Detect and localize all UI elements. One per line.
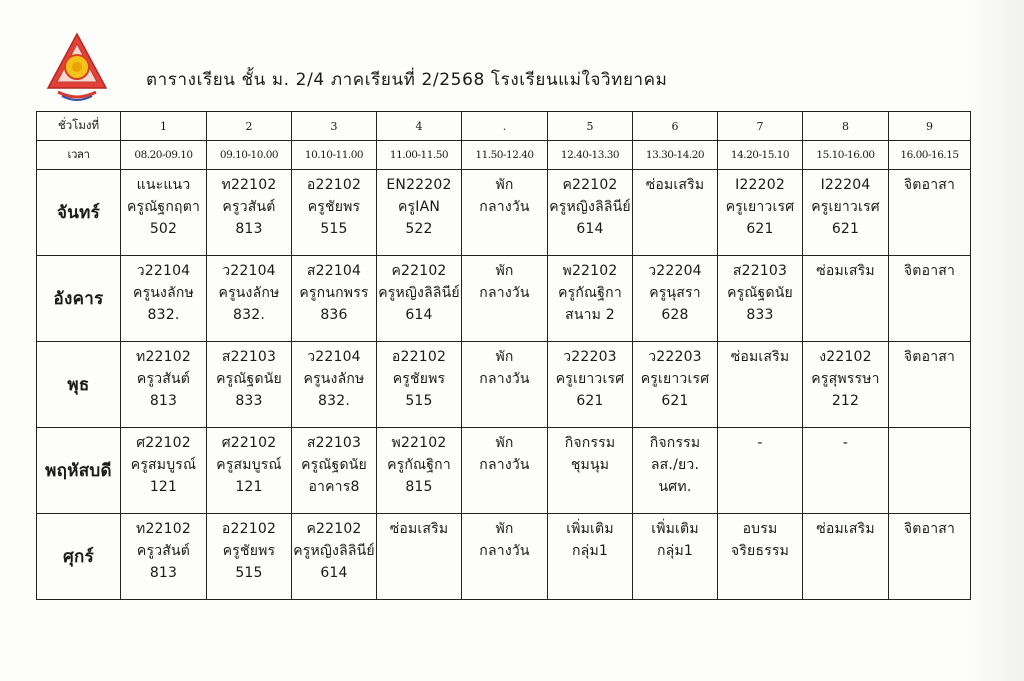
schedule-cell [548,342,633,428]
teacher-name: ครูเยาวเรศ [725,199,795,215]
day-row [37,256,971,342]
subject-code: เพิ่มเติม [651,521,699,537]
schedule-cell [889,342,971,428]
room-number: 621 [661,393,689,409]
subject-code: ซ่อมเสริม [816,521,875,537]
room-number: 833 [235,393,263,409]
day-row [37,342,971,428]
schedule-cell [889,256,971,342]
period-number: 5 [548,112,633,141]
schedule-cell [121,170,207,256]
schedule-cell [548,170,633,256]
teacher-name: กลางวัน [479,371,530,387]
day-label: ศุกร์ [37,514,121,600]
day-label: พฤหัสบดี [37,428,121,514]
schedule-cell [803,428,889,514]
subject-code: อ22102 [306,177,362,193]
subject-code: ซ่อมเสริม [816,263,875,279]
schedule-cell [207,170,292,256]
period-time: 14.20-15.10 [718,141,803,170]
room-number: 614 [405,307,433,323]
subject-code: ง22102 [819,349,872,365]
room-number: 621 [746,221,774,237]
teacher-name: ครูนงลักษ [133,285,194,301]
subject-code: กิจกรรม [564,435,616,451]
schedule-cell [207,256,292,342]
schedule-cell [377,256,462,342]
teacher-name: ครูณัฐดนัย [301,457,367,473]
schedule-cell [377,342,462,428]
subject-code: พัก [495,263,514,279]
schedule-cell [633,514,718,600]
subject-code: พัก [495,177,514,193]
room-number: 832. [233,307,265,323]
subject-code: ส22104 [306,263,362,279]
schedule-cell [292,342,377,428]
teacher-name: ครูวสันต์ [136,543,191,559]
teacher-name: ครูชัยพร [392,371,446,387]
teacher-name: ครูหญิงลิลินีย์ [378,285,460,301]
subject-code: ส22103 [732,263,788,279]
period-number: 9 [889,112,971,141]
schedule-cell [548,256,633,342]
subject-code: ซ่อมเสริม [645,177,705,193]
schedule-cell [207,342,292,428]
teacher-name: ครูชัยพร [307,199,361,215]
period-time: 08.20-09.10 [121,141,207,170]
teacher-name: ครูหญิงลิลินีย์ [293,543,375,559]
subject-code: ค22102 [562,177,618,193]
subject-code: ซ่อมเสริม [730,349,790,365]
subject-code: ซ่อมเสริม [389,521,449,537]
teacher-name: ครูIAN [397,199,441,215]
class-schedule-table [36,111,971,600]
room-number: 614 [320,565,348,581]
teacher-name: ครูสมบูรณ์ [130,457,197,473]
day-label: พุธ [37,342,121,428]
room-number: 515 [320,221,348,237]
subject-code: ส22103 [221,349,277,365]
teacher-name: ครูณัฐดนัย [727,285,793,301]
teacher-name: กลางวัน [479,543,530,559]
teacher-name: กลางวัน [479,457,530,473]
schedule-cell [718,428,803,514]
schedule-cell [462,428,548,514]
subject-code: EN22202 [386,177,452,193]
schedule-cell [889,428,971,514]
room-number: 813 [235,221,263,237]
day-row [37,170,971,256]
period-header-label: ชั่วโมงที่ [37,112,121,141]
schedule-cell [121,428,207,514]
schedule-cell [207,428,292,514]
teacher-name: ลส./ยว. [650,457,700,473]
subject-code: ว22204 [648,263,702,279]
schedule-cell [548,428,633,514]
room-number: อาคาร8 [308,479,360,495]
period-header-row [37,112,971,141]
room-number: 836 [320,307,348,323]
schedule-cell [803,256,889,342]
schedule-cell [462,514,548,600]
teacher-name: จริยธรรม [730,543,790,559]
school-logo [40,30,114,104]
schedule-cell [292,514,377,600]
period-number: 2 [207,112,292,141]
subject-code: เพิ่มเติม [566,521,614,537]
schedule-cell [462,170,548,256]
period-time: 15.10-16.00 [803,141,889,170]
teacher-name: ครูสุพรรษา [811,371,880,387]
period-number: 1 [121,112,207,141]
period-time: 16.00-16.15 [889,141,971,170]
schedule-cell [633,428,718,514]
schedule-cell [633,170,718,256]
room-number: 832. [147,307,180,323]
room-number: 813 [149,565,178,581]
teacher-name: ครูวสันต์ [136,371,191,387]
subject-code: ค22102 [391,263,447,279]
subject-code: ว22104 [222,263,276,279]
room-number: 515 [405,393,433,409]
room-number: 832. [318,393,350,409]
room-number: สนาม 2 [565,307,615,323]
schedule-cell [377,428,462,514]
teacher-name: ครูเยาวเรศ [640,371,710,387]
room-number: 121 [149,479,178,495]
schedule-cell [718,342,803,428]
subject-code: จิตอาสา [903,263,956,279]
period-time: 10.10-11.00 [292,141,377,170]
schedule-cell [121,342,207,428]
subject-code: ท22102 [221,177,277,193]
period-time: 09.10-10.00 [207,141,292,170]
day-row [37,428,971,514]
subject-code: พ22102 [562,263,618,279]
schedule-cell [292,256,377,342]
room-number: 522 [405,221,433,237]
subject-code: ท22102 [136,521,191,537]
room-number: 212 [831,393,860,409]
teacher-name: ครูนงลักษ [218,285,280,301]
room-number: 813 [149,393,178,409]
teacher-name: ครูวสันต์ [222,199,276,215]
subject-code: อ22102 [221,521,277,537]
teacher-name: ครูณัฐกฤตา [126,199,201,215]
schedule-cell [377,514,462,600]
room-number: 621 [831,221,860,237]
room-number: 815 [405,479,433,495]
schedule-cell [718,514,803,600]
teacher-name: ครูณัฐดนัย [216,371,282,387]
subject-code: - [842,435,849,451]
schedule-cell [548,514,633,600]
subject-code: ศ22102 [221,435,277,451]
teacher-name: ครูชัยพร [222,543,276,559]
period-number: 8 [803,112,889,141]
room-number: 121 [235,479,263,495]
day-row [37,514,971,600]
teacher-name: ครูนงลักษ [303,371,365,387]
schedule-cell [803,170,889,256]
subject-code: ว22203 [563,349,617,365]
schedule-cell [633,342,718,428]
subject-code: ค22102 [306,521,362,537]
teacher-name: ครูกัณฐิกา [558,285,622,301]
schedule-cell [292,170,377,256]
schedule-cell [462,342,548,428]
period-number: 7 [718,112,803,141]
schedule-cell [718,170,803,256]
teacher-name: ครูหญิงลิลินีย์ [549,199,631,215]
room-number: 621 [576,393,604,409]
schedule-cell [718,256,803,342]
period-time: 11.00-11.50 [377,141,462,170]
period-time: 12.40-13.30 [548,141,633,170]
schedule-cell [803,342,889,428]
subject-code: พัก [495,521,514,537]
period-number: . [462,112,548,141]
subject-code: กิจกรรม [649,435,701,451]
subject-code: พัก [495,349,514,365]
teacher-name: กลุ่ม1 [657,543,693,559]
period-number: 6 [633,112,718,141]
subject-code: ว22104 [136,263,191,279]
subject-code: แนะแนว [136,177,191,193]
subject-code: ส22103 [306,435,362,451]
teacher-name: ครูกัณฐิกา [387,457,451,473]
teacher-name: กลุ่ม1 [572,543,608,559]
subject-code: I22202 [735,177,785,193]
subject-code: อ22102 [391,349,447,365]
subject-code: จิตอาสา [903,521,956,537]
schedule-cell [121,256,207,342]
page-edge-shadow [962,0,1024,681]
schedule-cell [803,514,889,600]
period-time: 13.30-14.20 [633,141,718,170]
subject-code: - [757,435,763,451]
schedule-cell [889,514,971,600]
schedule-cell [377,170,462,256]
schedule-title: ตารางเรียน ชั้น ม. 2/4 ภาคเรียนที่ 2/2568 โรงเรียนแม่ใจวิทยาคม [146,70,668,90]
schedule-cell [207,514,292,600]
teacher-name: กลางวัน [479,285,530,301]
period-time: 11.50-12.40 [462,141,548,170]
room-number: 515 [235,565,263,581]
subject-code: จิตอาสา [903,349,956,365]
subject-code: อบรม [742,521,778,537]
teacher-name: กลางวัน [479,199,530,215]
schedule-cell [292,428,377,514]
schedule-cell [121,514,207,600]
subject-code: ว22203 [648,349,702,365]
day-label: จันทร์ [37,170,121,256]
subject-code: พ22102 [391,435,447,451]
teacher-name: ครูกนกพรร [299,285,369,301]
teacher-name: ครูเยาวเรศ [555,371,625,387]
day-label: อังคาร [37,256,121,342]
teacher-name: ครูสมบูรณ์ [216,457,282,473]
subject-code: จิตอาสา [903,177,956,193]
time-header-row [37,141,971,170]
period-number: 3 [292,112,377,141]
time-header-label: เวลา [37,141,121,170]
period-number: 4 [377,112,462,141]
room-number: 628 [661,307,689,323]
room-number: 833 [746,307,774,323]
subject-code: ท22102 [136,349,191,365]
subject-code: พัก [495,435,514,451]
subject-code: ศ22102 [136,435,191,451]
teacher-name: ชุมนุม [570,457,610,473]
room-number: 502 [149,221,178,237]
teacher-name: ครูเยาวเรศ [811,199,880,215]
subject-code: I22204 [820,177,871,193]
room-number: 614 [576,221,604,237]
schedule-cell [889,170,971,256]
room-number: นศท. [658,479,692,495]
subject-code: ว22104 [307,349,361,365]
schedule-cell [633,256,718,342]
schedule-cell [462,256,548,342]
teacher-name: ครูนุสรา [649,285,701,301]
